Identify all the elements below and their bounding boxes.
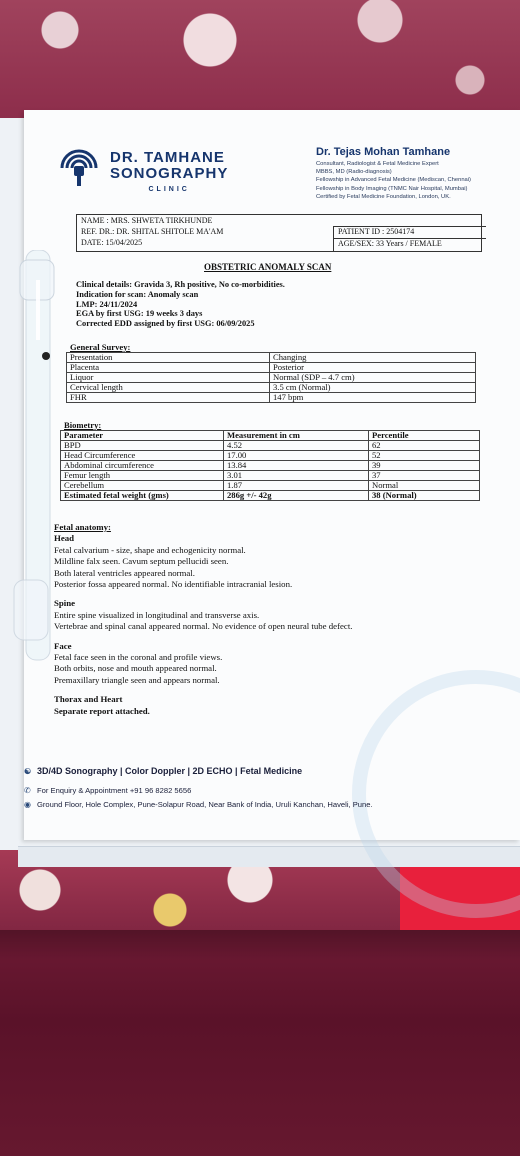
table-cell: Normal (SDP – 4.7 cm) [270, 373, 476, 383]
anatomy-line: Entire spine visualized in longitudinal and transverse axis. [54, 609, 260, 620]
head-heading: Head [54, 533, 75, 544]
table-row [67, 393, 476, 403]
anatomy-line: Fetal calvarium - size, shape and echogenicity normal. [54, 544, 246, 555]
doctor-line: Consultant, Radiologist & Fetal Medicine Expert [316, 161, 439, 167]
table-row [67, 383, 476, 393]
fetal-anatomy-heading: Fetal anatomy: [54, 522, 111, 532]
table-cell: 147 bpm [270, 393, 476, 403]
doctor-credentials [316, 146, 520, 201]
table-cell: 1.87 [224, 481, 369, 491]
table-row [61, 471, 480, 481]
table-cell: Cervical length [67, 383, 270, 393]
anatomy-line: Both lateral ventricles appeared normal. [54, 567, 195, 578]
ultrasound-icon: ☯ [24, 767, 32, 776]
table-cell: Abdominal circumference [61, 461, 224, 471]
report-page [24, 110, 520, 840]
address-text: Ground Floor, Hole Complex, Pune-Solapur Road, Near Bank of India, Uruli Kanchan, Haveli, Pune. [37, 800, 373, 809]
table-cell: Placenta [67, 363, 270, 373]
table-cell: FHR [67, 393, 270, 403]
table-row [61, 441, 480, 451]
enquiry-line [24, 786, 191, 795]
table-row [61, 491, 480, 501]
table-cell: BPD [61, 441, 224, 451]
doctor-name: Dr. Tejas Mohan Tamhane [316, 146, 451, 158]
clinical-line: Clinical details: Gravida 3, Rh positive, No co-morbidities. [76, 280, 285, 289]
clinical-line: Corrected EDD assigned by first USG: 06/09/2025 [76, 319, 255, 329]
patient-details-box [76, 214, 482, 252]
table-row [67, 373, 476, 383]
face-heading: Face [54, 640, 72, 651]
referring-doctor: REF. DR.: DR. SHITAL SHITOLE MA'AM [81, 227, 224, 236]
clinic-name-line1: DR. TAMHANE [110, 149, 225, 166]
doctor-line: Fellowship in Body Imaging (TNMC Nair Hospital, Mumbai) [316, 185, 468, 192]
spine-heading: Spine [54, 598, 76, 609]
table-cell: 13.84 [224, 461, 369, 471]
clinical-line: EGA by first USG: 19 weeks 3 days [76, 309, 203, 319]
report-date: DATE: 15/04/2025 [81, 238, 143, 247]
anatomy-line: Mildline falx seen. Cavum septum pellucidi seen. [54, 556, 229, 567]
doctor-line: Fellowship in Advanced Fetal Medicine (Mediscan, Chennai) [316, 177, 471, 184]
column-header: Parameter [61, 431, 224, 441]
enquiry-text: For Enquiry & Appointment +91 96 8282 5656 [37, 786, 192, 795]
table-cell: 4.52 [224, 441, 369, 451]
table-row [61, 451, 480, 461]
background-fabric-bottom [0, 930, 520, 1156]
table-cell: 62 [369, 441, 480, 451]
table-cell: 39 [369, 461, 480, 471]
general-survey-table [66, 352, 476, 403]
thorax-heading: Thorax and Heart [54, 694, 123, 705]
anatomy-line: Premaxillary triangle seen and appears normal. [54, 674, 220, 685]
doctor-line: Certified by Fetal Medicine Foundation, London, UK. [316, 193, 451, 200]
address-line [24, 800, 373, 809]
general-survey-heading: General Survey: [70, 342, 131, 352]
table-cell: Changing [270, 353, 476, 363]
anatomy-line: Fetal face seen in the coronal and profile views. [54, 652, 223, 663]
table-cell: Femur length [61, 471, 224, 481]
table-cell: 286g +/- 42g [224, 491, 369, 501]
table-cell: Estimated fetal weight (gms) [61, 491, 224, 501]
table-cell: 38 (Normal) [369, 491, 480, 501]
table-cell: 3.01 [224, 471, 369, 481]
patient-id: PATIENT ID : 2504174 [333, 226, 486, 239]
clinical-details [76, 280, 285, 329]
fetal-anatomy-section [54, 522, 494, 717]
table-cell: Liquor [67, 373, 270, 383]
table-row [61, 461, 480, 471]
transparent-pen [6, 250, 68, 670]
location-pin-icon: ◉ [24, 800, 31, 809]
fabric-fold-shadow [0, 930, 520, 960]
table-cell: 17.00 [224, 451, 369, 461]
services-line [24, 766, 302, 776]
table-cell: 3.5 cm (Normal) [270, 383, 476, 393]
column-header: Measurement in cm [224, 431, 369, 441]
services-text: 3D/4D Sonography | Color Doppler | 2D ECHO | Fetal Medicine [37, 766, 303, 776]
biometry-heading: Biometry: [64, 420, 102, 430]
clinic-logo-icon [54, 148, 104, 188]
table-cell: 37 [369, 471, 480, 481]
table-row [67, 363, 476, 373]
table-row [61, 481, 480, 491]
thorax-note: Separate report attached. [54, 705, 150, 716]
table-row [67, 353, 476, 363]
table-cell: 52 [369, 451, 480, 461]
table-cell: Head Circumference [61, 451, 224, 461]
anatomy-line: Posterior fossa appeared normal. No identifiable intracranial lesion. [54, 579, 293, 590]
anatomy-line: Vertebrae and spinal canal appeared normal. No evidence of open neural tube defect. [54, 621, 353, 632]
table-cell: Presentation [67, 353, 270, 363]
clinic-name [110, 150, 228, 198]
patient-name: NAME : MRS. SHWETA TIRKHUNDE [81, 216, 213, 225]
table-cell: Posterior [270, 363, 476, 373]
column-header: Percentile [369, 431, 480, 441]
clinical-line: Indication for scan: Anomaly scan [76, 289, 199, 299]
table-cell: Cerebellum [61, 481, 224, 491]
phone-icon: ✆ [24, 786, 31, 795]
doctor-line: MBBS, MD (Radio-diagnosis) [316, 169, 392, 176]
clinic-name-line2: SONOGRAPHY [110, 165, 229, 182]
table-cell: Normal [369, 481, 480, 491]
clinical-line: LMP: 24/11/2024 [76, 299, 138, 309]
biometry-table [60, 430, 480, 501]
anatomy-line: Both orbits, nose and mouth appeared normal. [54, 663, 217, 674]
report-title: OBSTETRIC ANOMALY SCAN [204, 262, 332, 272]
age-sex: AGE/SEX: 33 Years / FEMALE [333, 238, 486, 251]
table-header-row [61, 431, 480, 441]
clinic-name-line3: CLINIC [148, 186, 190, 193]
